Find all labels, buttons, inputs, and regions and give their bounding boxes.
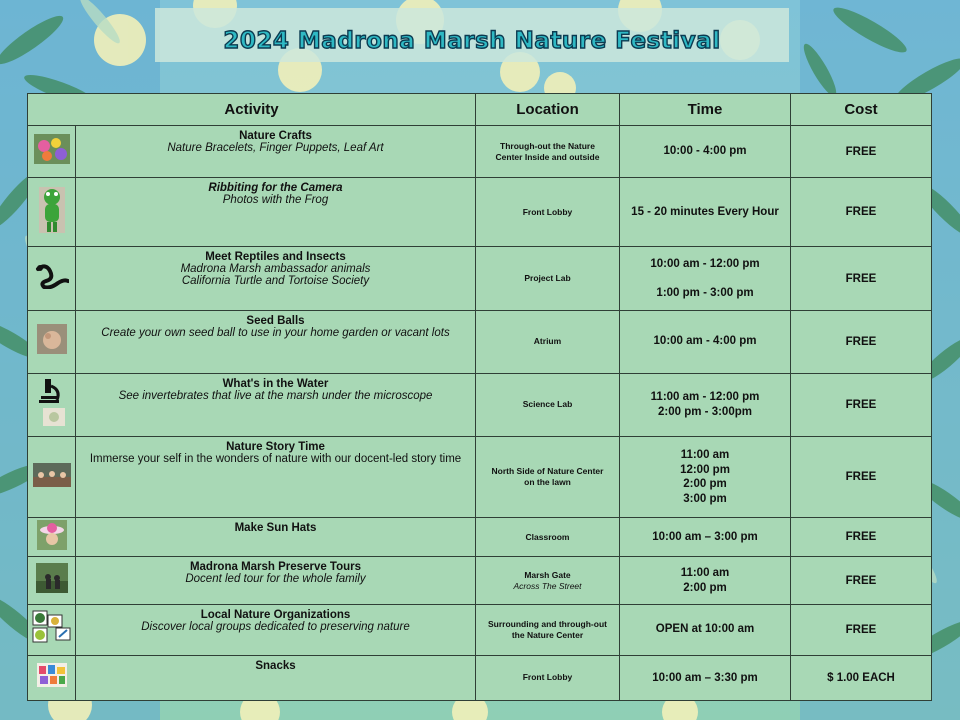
activity-cell: [76, 518, 476, 557]
cost-cell: FREE: [791, 247, 932, 310]
time-cell: [620, 557, 791, 604]
location-line: Through-out the Nature: [500, 140, 595, 151]
preserve-tour-photo: [28, 557, 76, 604]
time-line: 11:00 am - 12:00 pm: [650, 391, 760, 404]
table-row: [28, 518, 932, 557]
activity-cell: [76, 178, 476, 247]
activity-name: Meet Reptiles and Insects: [205, 251, 346, 264]
cost-cell: FREE: [791, 557, 932, 604]
table-row: [28, 373, 932, 436]
time-line: 2:00 pm: [683, 478, 727, 491]
time-cell: OPEN at 10:00 am: [620, 604, 791, 655]
location-line: Surrounding and through-out: [488, 618, 607, 629]
activity-desc: See invertebrates that live at the marsh under the microscope: [118, 389, 433, 402]
activity-desc: California Turtle and Tortoise Society: [181, 275, 370, 288]
location-line: Center Inside and outside: [495, 151, 600, 162]
activity-name: Ribbiting for the Camera: [208, 182, 343, 195]
location-line: Marsh Gate: [524, 569, 571, 580]
activity-name: Nature Crafts: [239, 130, 312, 142]
activity-name: What's in the Water: [222, 377, 329, 390]
location-line: North Side of Nature Center: [491, 466, 604, 477]
activity-name: Nature Story Time: [226, 441, 325, 454]
activity-cell: [76, 247, 476, 310]
sun-hat-photo: [28, 518, 76, 557]
time-cell: 10:00 am – 3:00 pm: [620, 518, 791, 557]
time-line: 11:00 am: [680, 449, 730, 462]
location-cell: Front Lobby: [476, 655, 620, 700]
header-time: Time: [620, 94, 791, 126]
table-row: [28, 437, 932, 518]
cost-cell: FREE: [791, 604, 932, 655]
location-cell: Atrium: [476, 310, 620, 373]
activity-desc: Photos with the Frog: [222, 194, 329, 207]
page-title: 2024 Madrona Marsh Nature Festival: [223, 28, 721, 54]
snacks-photo: [28, 655, 76, 700]
location-line: on the lawn: [524, 477, 571, 488]
header-activity: Activity: [28, 94, 476, 126]
time-cell: 15 - 20 minutes Every Hour: [620, 178, 791, 247]
story-time-photo: [28, 437, 76, 518]
activity-cell: [76, 557, 476, 604]
header-location: Location: [476, 94, 620, 126]
time-line: 10:00 am - 12:00 pm: [650, 257, 760, 270]
activity-cell: [76, 655, 476, 700]
table-header-row: [28, 94, 932, 126]
time-line: 3:00 pm: [683, 492, 727, 505]
location-cell: Classroom: [476, 518, 620, 557]
table-row: [28, 178, 932, 247]
table-row: [28, 310, 932, 373]
activity-name: Madrona Marsh Preserve Tours: [189, 561, 362, 574]
activity-name: Local Nature Organizations: [200, 608, 351, 621]
time-line: 2:00 pm - 3:00pm: [658, 405, 752, 418]
seed-ball-photo: [28, 310, 76, 373]
activity-name: Snacks: [255, 659, 296, 672]
activity-desc: Discover local groups dedicated to preserving nature: [141, 620, 410, 633]
frog-mascot-photo: [28, 178, 76, 247]
cost-cell: FREE: [791, 310, 932, 373]
location-cell: Science Lab: [476, 373, 620, 436]
location-cell: [476, 437, 620, 518]
cost-cell: FREE: [791, 178, 932, 247]
cost-cell: FREE: [791, 437, 932, 518]
time-cell: [620, 437, 791, 518]
activity-cell: [76, 373, 476, 436]
time-cell: 10:00 am - 4:00 pm: [620, 310, 791, 373]
time-line: 1:00 pm - 3:00 pm: [656, 286, 754, 299]
activity-name: Make Sun Hats: [234, 522, 317, 535]
table-row: [28, 126, 932, 178]
activity-cell: [76, 604, 476, 655]
location-line: the Nature Center: [511, 629, 584, 640]
snake-silhouette-icon: [28, 247, 76, 310]
location-cell: [476, 126, 620, 178]
time-cell: [620, 373, 791, 436]
activity-desc: Create your own seed ball to use in your home garden or vacant lots: [101, 326, 450, 339]
activity-desc: Madrona Marsh ambassador animals: [180, 263, 371, 276]
microscope-icon: [28, 373, 76, 436]
location-subline: Across The Street: [513, 580, 582, 591]
location-cell: [476, 604, 620, 655]
activity-desc: Docent led tour for the whole family: [185, 573, 366, 586]
time-line: 12:00 pm: [680, 463, 730, 476]
activity-cell: [76, 126, 476, 178]
location-cell: Project Lab: [476, 247, 620, 310]
table-row: [28, 604, 932, 655]
time-cell: [620, 247, 791, 310]
flower-craft-photo: [28, 126, 76, 178]
cost-cell: $ 1.00 EACH: [791, 655, 932, 700]
cost-cell: FREE: [791, 518, 932, 557]
activity-name: Seed Balls: [246, 314, 305, 327]
time-line: 2:00 pm: [683, 581, 727, 594]
time-cell: 10:00 - 4:00 pm: [620, 126, 791, 178]
time-line: 11:00 am: [680, 567, 730, 580]
schedule-table: [27, 93, 932, 701]
activity-desc: Immerse your self in the wonders of nature with our docent-led story time: [89, 453, 462, 466]
cost-cell: FREE: [791, 373, 932, 436]
location-cell: [476, 557, 620, 604]
table-row: [28, 655, 932, 700]
cost-cell: FREE: [791, 126, 932, 178]
activity-cell: [76, 437, 476, 518]
location-cell: Front Lobby: [476, 178, 620, 247]
table-row: [28, 557, 932, 604]
header-cost: Cost: [791, 94, 932, 126]
table-row: [28, 247, 932, 310]
activity-cell: [76, 310, 476, 373]
time-cell: 10:00 am – 3:30 pm: [620, 655, 791, 700]
activity-desc: Nature Bracelets, Finger Puppets, Leaf Art: [167, 142, 384, 154]
organization-logos: [28, 604, 76, 655]
